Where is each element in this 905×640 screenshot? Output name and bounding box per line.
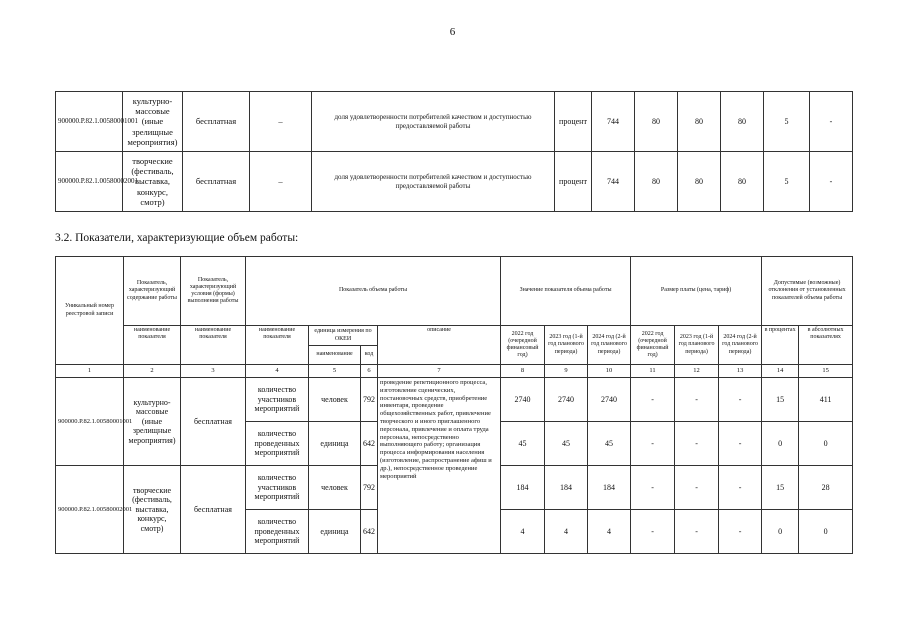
header-row	[56, 326, 853, 346]
unit-name: единица	[309, 510, 361, 554]
year-2022-header: 2022 год (очередной финансовый год)	[501, 326, 545, 365]
table-row	[56, 152, 853, 212]
fee-2023: -	[675, 510, 719, 554]
year-2024-header: 2024 год (2-й год планового периода)	[588, 326, 631, 365]
column-number: 6	[361, 365, 378, 378]
indicator-name: количество проведенных мероприятий	[246, 422, 309, 466]
page-number: 6	[449, 26, 456, 38]
table-row	[56, 92, 853, 152]
unit-code: 744	[592, 92, 635, 152]
fee-2023: -	[675, 422, 719, 466]
unit-code: 642	[361, 510, 378, 554]
empty-dash: –	[250, 152, 312, 212]
fee-2023-header: 2023 год (1-й год планового периода)	[675, 326, 719, 365]
column-number: 14	[762, 365, 799, 378]
quality-indicators-table	[55, 91, 853, 212]
unit-code: 792	[361, 466, 378, 510]
unit-name: единица	[309, 422, 361, 466]
work-content: культурно-массовые (иные зрелищные мероприятия)	[123, 92, 183, 152]
content-name-header: наименование показателя	[124, 326, 181, 365]
column-number: 12	[675, 365, 719, 378]
header-row	[56, 257, 853, 326]
value-2024: 2740	[588, 378, 631, 422]
unit-name: человек	[309, 378, 361, 422]
unit-code: 642	[361, 422, 378, 466]
section-heading: 3.2. Показатели, характеризующие объем работы:	[55, 232, 299, 244]
value-2022: 184	[501, 466, 545, 510]
work-description: проведение репетиционного процесса, изготовление сценических, постановочных средств, приобретение инвентаря, проведение общехозяйственных работ, привлечение творческого и иного приглашенного персонала, привлечение и оплата труда персонала, непосредственно выполняющего работу; организация процесса информирования населения (изготовление, распространение афиш и др.), непосредственное проведение мероприятий	[378, 378, 501, 554]
fee-2022: -	[631, 422, 675, 466]
value-group-header: Значение показателя объема работы	[501, 257, 631, 326]
deviation-percent: 5	[764, 92, 810, 152]
deviation-absolute: 28	[799, 466, 853, 510]
fee-2024: -	[719, 422, 762, 466]
registry-number: 900000.Р.82.1.00580001001	[56, 92, 123, 152]
fee-2024: -	[719, 466, 762, 510]
condition-name-header: наименование показателя	[181, 326, 246, 365]
fee-2022: -	[631, 378, 675, 422]
indicator-name: количество участников мероприятий	[246, 378, 309, 422]
empty-dash: –	[250, 92, 312, 152]
fee-group-header: Размер платы (цена, тариф)	[631, 257, 762, 326]
column-number: 9	[545, 365, 588, 378]
indicator-name: доля удовлетворенности потребителей качеством и доступностью предоставляемой работы	[312, 152, 555, 212]
indicator-name: количество проведенных мероприятий	[246, 510, 309, 554]
description-header: описание	[378, 326, 501, 365]
content-group-header: Показатель, характеризующий содержание работы	[124, 257, 181, 326]
unit-name: процент	[555, 152, 592, 212]
deviation-percent: 5	[764, 152, 810, 212]
unit-name-header: наименование	[309, 346, 361, 365]
column-number: 5	[309, 365, 361, 378]
work-content: творческие (фестиваль, выставка, конкурс, смотр)	[124, 466, 181, 554]
condition-group-header: Показатель, характеризующий условия (формы) выполнения работы	[181, 257, 246, 326]
column-number-row	[56, 365, 853, 378]
deviation-absolute: -	[810, 152, 853, 212]
column-number: 8	[501, 365, 545, 378]
value-2023: 45	[545, 422, 588, 466]
volume-group-header: Показатель объема работы	[246, 257, 501, 326]
registry-number: 900000.Р.82.1.00580002001	[56, 466, 124, 554]
work-condition: бесплатная	[183, 152, 250, 212]
column-number: 3	[181, 365, 246, 378]
value-2023: 80	[678, 92, 721, 152]
fee-2024: -	[719, 378, 762, 422]
table-row	[56, 378, 853, 422]
volume-indicators-table	[55, 256, 853, 554]
deviation-group-header: Допустимые (возможные) отклонения от установленных показателей объема работы	[762, 257, 853, 326]
indicator-name: количество участников мероприятий	[246, 466, 309, 510]
fee-2023: -	[675, 466, 719, 510]
unit-code: 792	[361, 378, 378, 422]
unit-name: человек	[309, 466, 361, 510]
column-number: 7	[378, 365, 501, 378]
unit-code-header: код	[361, 346, 378, 365]
deviation-absolute: 0	[799, 510, 853, 554]
deviation-percent: 15	[762, 466, 799, 510]
value-2024: 80	[721, 152, 764, 212]
unit-okei-header: единица измерения по ОКЕИ	[309, 326, 378, 346]
registry-number: 900000.Р.82.1.00580002001	[56, 152, 123, 212]
column-number: 4	[246, 365, 309, 378]
value-2024: 45	[588, 422, 631, 466]
deviation-absolute-header: в абсолютных показателях	[799, 326, 853, 365]
deviation-absolute: 411	[799, 378, 853, 422]
value-2022: 2740	[501, 378, 545, 422]
deviation-percent-header: в процентах	[762, 326, 799, 365]
fee-2022-header: 2022 год (очередной финансовый год)	[631, 326, 675, 365]
column-number: 1	[56, 365, 124, 378]
deviation-percent: 0	[762, 510, 799, 554]
fee-2023: -	[675, 378, 719, 422]
column-number: 15	[799, 365, 853, 378]
value-2024: 4	[588, 510, 631, 554]
work-condition: бесплатная	[181, 466, 246, 554]
work-content: творческие (фестиваль, выставка, конкурс, смотр)	[123, 152, 183, 212]
deviation-absolute: 0	[799, 422, 853, 466]
fee-2022: -	[631, 466, 675, 510]
volume-name-header: наименование показателя	[246, 326, 309, 365]
value-2022: 45	[501, 422, 545, 466]
work-content: культурно-массовые (иные зрелищные мероприятия)	[124, 378, 181, 466]
deviation-percent: 0	[762, 422, 799, 466]
column-number: 13	[719, 365, 762, 378]
fee-2022: -	[631, 510, 675, 554]
deviation-percent: 15	[762, 378, 799, 422]
value-2023: 4	[545, 510, 588, 554]
fee-2024-header: 2024 год (2-й год планового периода)	[719, 326, 762, 365]
deviation-absolute: -	[810, 92, 853, 152]
work-condition: бесплатная	[181, 378, 246, 466]
indicator-name: доля удовлетворенности потребителей качеством и доступностью предоставляемой работы	[312, 92, 555, 152]
value-2023: 2740	[545, 378, 588, 422]
value-2023: 80	[678, 152, 721, 212]
year-2023-header: 2023 год (1-й год планового периода)	[545, 326, 588, 365]
value-2024: 80	[721, 92, 764, 152]
value-2022: 4	[501, 510, 545, 554]
column-number: 11	[631, 365, 675, 378]
registry-header: Уникальный номер реестровой записи	[56, 257, 124, 365]
value-2023: 184	[545, 466, 588, 510]
value-2022: 80	[635, 152, 678, 212]
unit-code: 744	[592, 152, 635, 212]
column-number: 10	[588, 365, 631, 378]
column-number: 2	[124, 365, 181, 378]
unit-name: процент	[555, 92, 592, 152]
value-2024: 184	[588, 466, 631, 510]
fee-2024: -	[719, 510, 762, 554]
registry-number: 900000.Р.82.1.00580001001	[56, 378, 124, 466]
value-2022: 80	[635, 92, 678, 152]
work-condition: бесплатная	[183, 92, 250, 152]
